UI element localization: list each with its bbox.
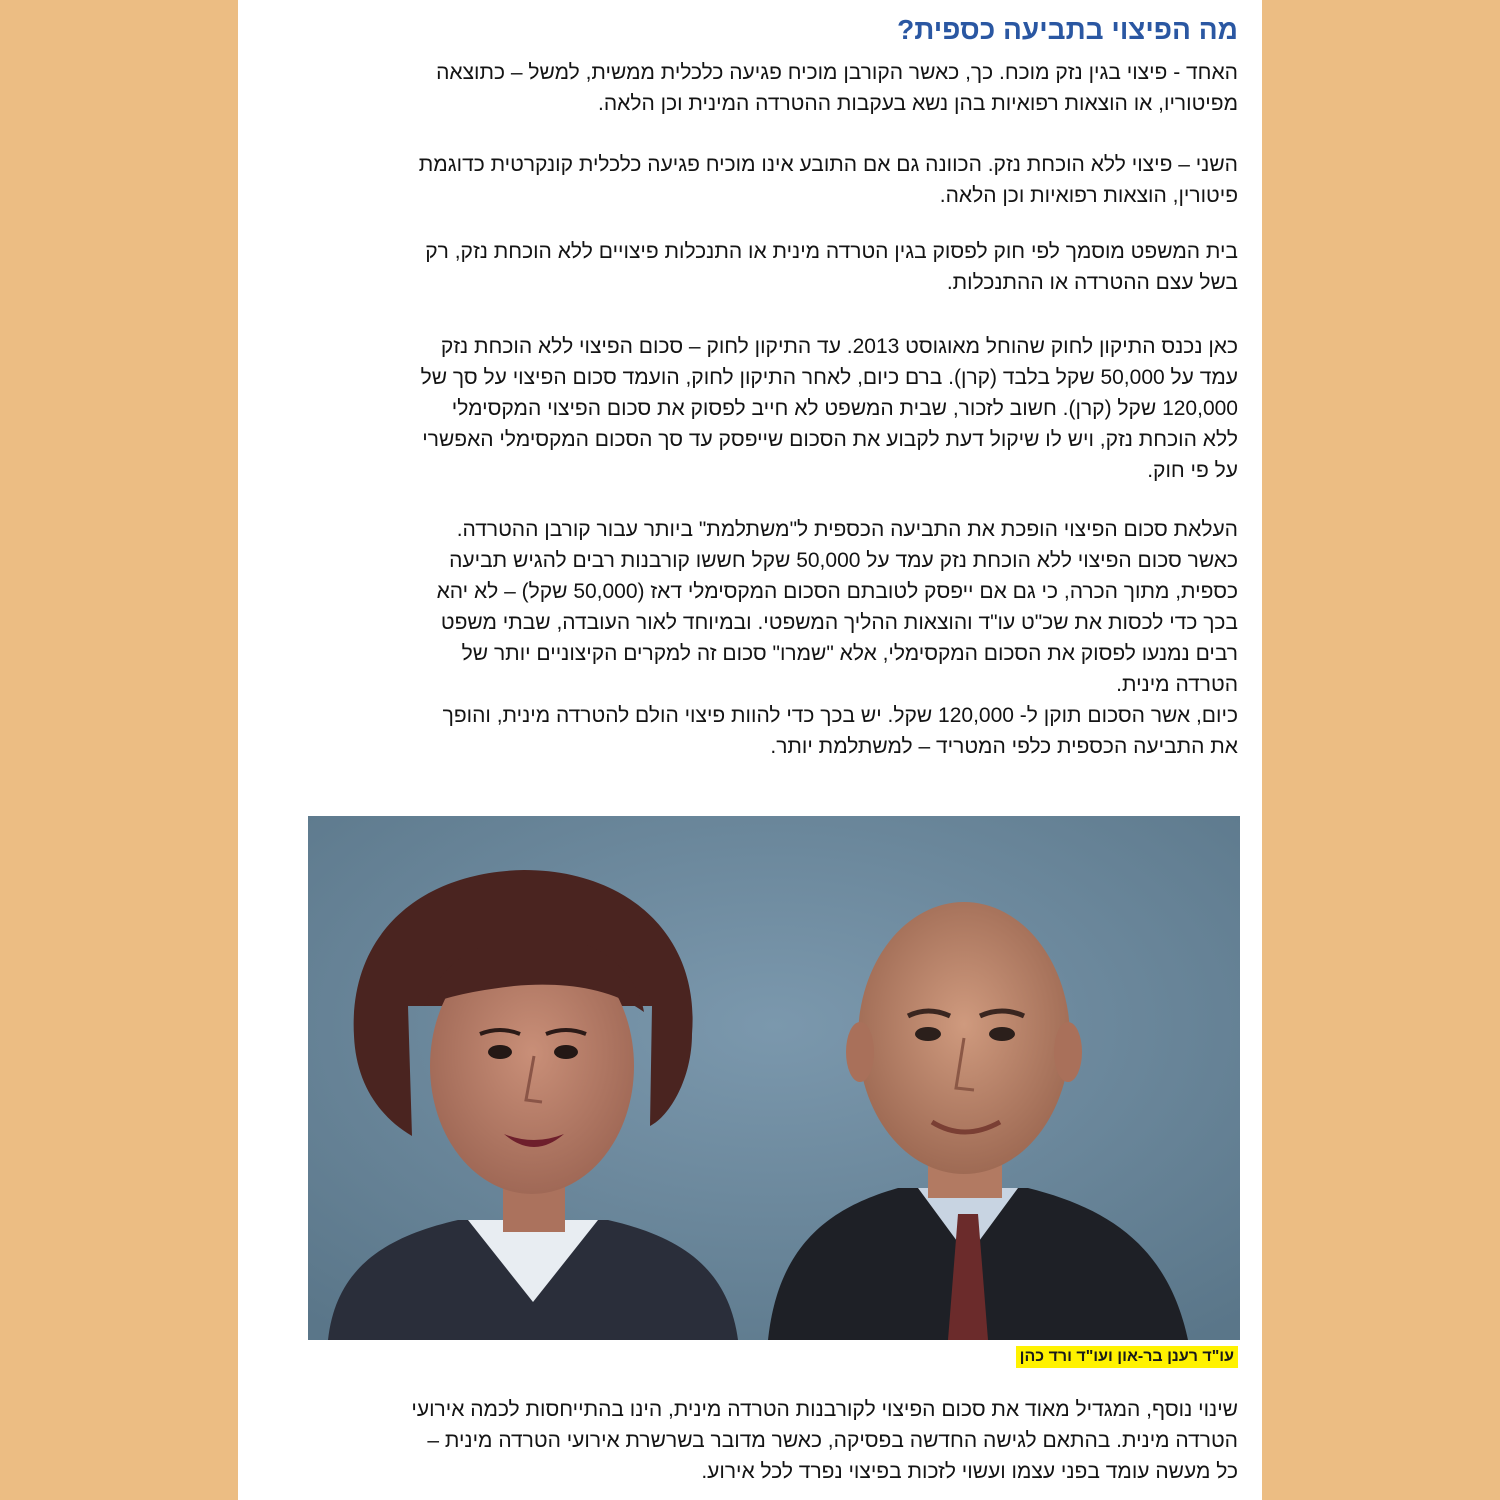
lawyers-photo <box>308 816 1240 1340</box>
text-line: כאן נכנס התיקון לחוק שהוחל מאוגוסט 2013. עד התיקון לחוק – סכום הפיצוי ללא הוכחת נזק <box>440 335 1238 358</box>
paragraph-no-proof <box>258 149 1238 211</box>
text-line: ללא הוכחת נזק, ויש לו שיקול דעת לקבוע את הסכום שייפסק עד סך הסכום המקסימלי האפשרי <box>422 428 1238 451</box>
text-line: השני – פיצוי ללא הוכחת נזק. הכוונה גם אם התובע אינו מוכיח פגיעה כלכלית קונקרטית כדוגמת <box>418 153 1238 176</box>
portrait-illustration <box>308 816 1240 1340</box>
paragraph-damage-proven <box>258 57 1238 119</box>
text-line: עמד על 50,000 שקל בלבד (קרן). ברם כיום, לאחר התיקון לחוק, הועמד סכום הפיצוי על סך של <box>420 366 1238 389</box>
paragraph-additional-change <box>258 1394 1238 1487</box>
text-line: בכך כדי לכסות את שכ"ט עו"ד והוצאות ההליך המשפטי. ובמיוחד לאור העובדה, שבתי משפט <box>440 611 1238 634</box>
text-line: הטרדה מינית. <box>1116 673 1238 696</box>
text-line: רבים נמנעו לפסוק את הסכום המקסימלי, אלא "שמרו" סכום זה למקרים הקיצוניים יותר של <box>461 642 1238 665</box>
paragraph-compensation-increase <box>258 514 1238 762</box>
text-line: בשל עצם ההטרדה או ההתנכלות. <box>946 271 1238 294</box>
text-line: כיום, אשר הסכום תוקן ל- 120,000 שקל. יש בכך כדי להוות פיצוי הולם להטרדה מינית, והופך <box>442 704 1238 727</box>
photo-caption: עו"ד רענן בר-און ועו"ד ורד כהן <box>1016 1346 1238 1368</box>
document-page <box>238 0 1262 1500</box>
text-line: על פי חוק. <box>1147 459 1238 482</box>
text-line: פיטורין, הוצאות רפואיות וכן הלאה. <box>939 184 1238 207</box>
text-line: כל מעשה עומד בפני עצמו ועשוי לזכות בפיצוי נפרד לכל אירוע. <box>701 1460 1238 1483</box>
text-line: מפיטוריו, או הוצאות רפואיות בהן נשא בעקבות ההטרדה המינית וכן הלאה. <box>598 92 1238 115</box>
text-line: כספית, מתוך הכרה, כי גם אם ייפסק לטובתם הסכום המקסימלי דאז (50,000 שקל) – לא יהא <box>436 580 1238 603</box>
text-line: שינוי נוסף, המגדיל מאוד את סכום הפיצוי לקורבנות הטרדה מינית, הינו בהתייחסות לכמה אירועי <box>411 1398 1238 1421</box>
text-line: כאשר סכום הפיצוי ללא הוכחת נזק עמד על 50,000 שקל חששו קורבנות רבים להגיש תביעה <box>449 549 1238 572</box>
article-title: מה הפיצוי בתביעה כספית? <box>897 14 1238 45</box>
paragraph-amendment-2013 <box>258 331 1238 486</box>
text-line: את התביעה הכספית כלפי המטריד – למשתלמת יותר. <box>770 735 1238 758</box>
text-line: 120,000 שקל (קרן). חשוב לזכור, שבית המשפט לא חייב לפסוק את סכום הפיצוי המקסימלי <box>451 397 1238 420</box>
text-line: האחד - פיצוי בגין נזק מוכח. כך, כאשר הקורבן מוכיח פגיעה כלכלית ממשית, למשל – כתוצאה <box>436 61 1238 84</box>
text-line: בית המשפט מוסמך לפי חוק לפסוק בגין הטרדה מינית או התנכלות פיצויים ללא הוכחת נזק, רק <box>425 240 1238 263</box>
paragraph-court-authority <box>258 236 1238 298</box>
text-line: הטרדה מינית. בהתאם לגישה החדשה בפסיקה, כאשר מדובר בשרשרת אירועי הטרדה מינית – <box>427 1429 1238 1452</box>
text-line: העלאת סכום הפיצוי הופכת את התביעה הכספית ל"משתלמת" ביותר עבור קורבן ההטרדה. <box>456 518 1238 541</box>
